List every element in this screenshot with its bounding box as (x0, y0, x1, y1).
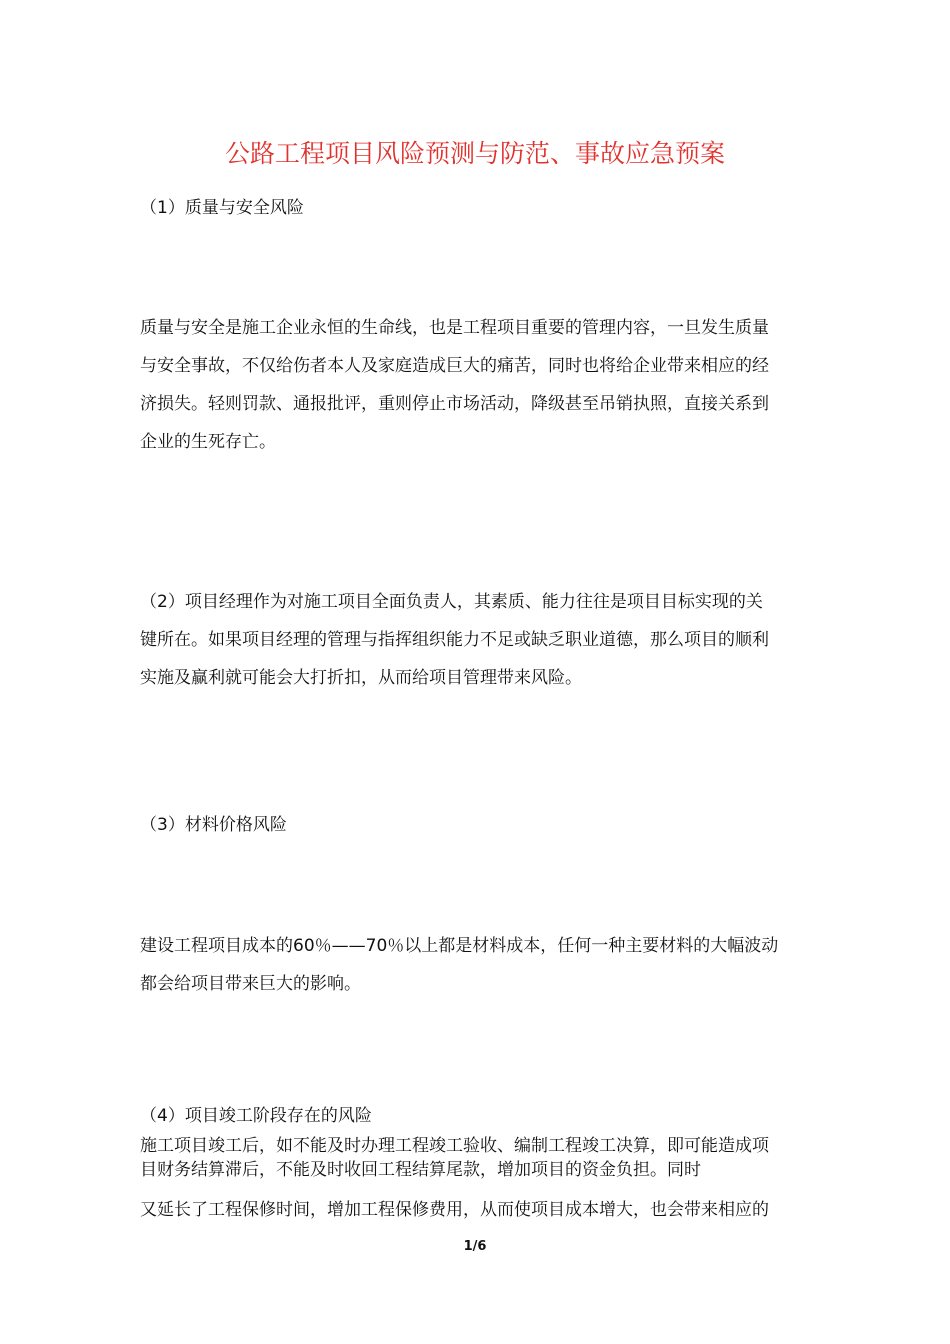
paragraph-line: （2）项目经理作为对施工项目全面负责人，其素质、能力往往是项目目标实现的关 (140, 592, 763, 612)
document-title: 公路工程项目风险预测与防范、事故应急预案 (224, 139, 725, 168)
paragraph-quality-safety (140, 316, 820, 468)
paragraph-line: 又延长了工程保修时间，增加工程保修费用，从而使项目成本增大，也会带来相应的 (140, 1200, 769, 1220)
paragraph-line: 实施及赢利就可能会大打折扣，从而给项目管理带来风险。 (140, 668, 582, 688)
paragraph-line: 目财务结算滞后，不能及时收回工程结算尾款，增加项目的资金负担。同时 (140, 1160, 701, 1180)
paragraph-line: 都会给项目带来巨大的影响。 (140, 974, 361, 994)
paragraph-line: 建设工程项目成本的60％——70％以上都是材料成本，任何一种主要材料的大幅波动 (140, 936, 779, 956)
section-heading-material-price: （3）材料价格风险 (140, 815, 287, 835)
section-heading-completion-stage: （4）项目竣工阶段存在的风险 (140, 1106, 372, 1126)
paragraph-line: 企业的生死存亡。 (140, 432, 276, 452)
page-number: 1/6 (463, 1239, 487, 1254)
paragraph-material-price (140, 934, 820, 1010)
paragraph-line: 质量与安全是施工企业永恒的生命线，也是工程项目重要的管理内容，一旦发生质量 (140, 318, 769, 338)
section-heading-quality-safety: （1）质量与安全风险 (140, 198, 304, 218)
paragraph-project-manager (140, 590, 820, 704)
paragraph-completion-stage (140, 1134, 820, 1182)
paragraph-line: 施工项目竣工后，如不能及时办理工程竣工验收、编制工程竣工决算，即可能造成项 (140, 1136, 769, 1156)
paragraph-line: 济损失。轻则罚款、通报批评，重则停止市场活动，降级甚至吊销执照，直接关系到 (140, 394, 769, 414)
paragraph-completion-stage-continued (140, 1198, 820, 1222)
paragraph-line: 与安全事故，不仅给伤者本人及家庭造成巨大的痛苦，同时也将给企业带来相应的经 (140, 356, 769, 376)
paragraph-line: 键所在。如果项目经理的管理与指挥组织能力不足或缺乏职业道德，那么项目的顺利 (140, 630, 769, 650)
